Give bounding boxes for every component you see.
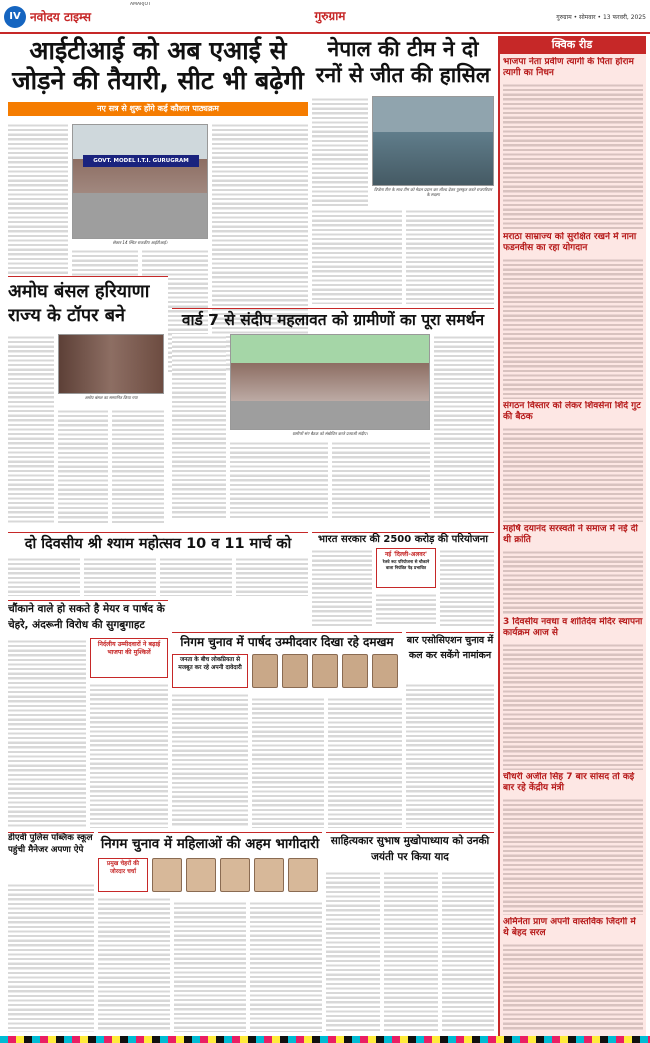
amogh-body-1 — [8, 334, 54, 524]
candidate-photo — [372, 654, 398, 688]
mayor-body-2 — [90, 682, 168, 828]
nepal-body-1 — [312, 96, 368, 206]
sidebar-item-body — [503, 426, 643, 522]
nigam-body-1 — [172, 692, 248, 828]
candidate-photo — [186, 858, 216, 892]
sidebar-item-body — [503, 797, 643, 915]
nigam-box — [172, 654, 248, 688]
amogh-body-3 — [112, 408, 164, 524]
sidebar-item-headline: संगठन विस्तार को लेकर शिवसेना शिंदे गुट की बैठक — [503, 401, 641, 422]
ward-photo — [230, 334, 430, 430]
sidebar-title-band — [498, 36, 646, 54]
mayor-headline: चौंकाने वाले हो सकते है मेयर व पार्षद के चेहरे, अंदरूनी विरोध की सुगबुगाहट — [8, 600, 168, 634]
ward-body-4 — [332, 440, 430, 520]
dateline: गुरुग्राम • सोमवार • 13 फरवरी, 2025 — [556, 14, 646, 21]
mayor-box — [90, 638, 168, 678]
dps-headline: डीएवी पुलिस पब्लिक स्कूल पहुंची मैनेजर अपणा ऐपे — [8, 832, 94, 878]
amogh-caption: अमोघ बंसल का सम्मानित किया गया — [84, 395, 138, 400]
dps-body — [8, 882, 94, 1032]
shyam-body-4 — [236, 556, 308, 596]
nepal-headline: नेपाल की टीम ने दो रनों से जीत की हासिल — [315, 37, 491, 87]
amogh-section — [8, 280, 168, 530]
candidate-photo — [288, 858, 318, 892]
sidebar-item-body — [503, 257, 643, 399]
sidebar-item-body — [503, 549, 643, 615]
candidate-photo — [342, 654, 368, 688]
women-headline: निगम चुनाव में महिलाओं की अहम भागीदारी — [98, 832, 322, 854]
ward-body-3 — [230, 440, 328, 520]
section-name: गुरुग्राम — [314, 9, 346, 23]
sidebar-item-headline: मराठा साम्राज्य को सुरक्षित रखने में नाना फडनवीस का रहा योगदान — [503, 232, 637, 253]
women-body-3 — [250, 900, 322, 1032]
lead-subhead: नए सत्र से शुरू होंगे कई कौशल पाठ्यक्रम — [97, 104, 219, 113]
amogh-headline: अमोघ बंसल हरियाणा राज्य के टॉपर बने — [8, 281, 150, 326]
paper-sub: AMARJOT — [130, 2, 151, 7]
candidate-photo — [282, 654, 308, 688]
sahitya-body-2 — [384, 870, 438, 1032]
nepal-body-3 — [406, 208, 494, 304]
ward-caption: ग्रामीणों संग बैठक को संबोधित करते प्रत्याशी संदीप। — [292, 431, 368, 436]
delhi-box — [376, 548, 436, 588]
iti-photo-caption: सेक्टर 14 स्थित राजकीय आईटीआई। — [112, 240, 168, 245]
ward-headline: वार्ड 7 से संदीप महलावत को ग्रामीणों का पूरा समर्थन — [172, 308, 494, 330]
women-faces — [152, 858, 322, 898]
iti-photo — [72, 124, 208, 239]
nepal-body-2 — [312, 208, 402, 304]
page-number: IV — [4, 6, 26, 28]
women-body-2 — [174, 900, 246, 1032]
sidebar-item-headline: 3 दिवसीय नवधा व शांतिदेव मंदिर स्थापना कार्यक्रम आज से — [503, 617, 643, 638]
sidebar-title: क्विक रीड — [551, 38, 593, 51]
nigam-body-2 — [252, 696, 324, 828]
sahitya-body-1 — [326, 870, 380, 1032]
project-headline: भारत सरकार की 2500 करोड़ की परियोजना — [312, 532, 494, 546]
women-body-1 — [98, 896, 170, 1032]
lead-subhead-band — [8, 102, 308, 116]
bar-body — [406, 682, 494, 828]
project-body-2 — [376, 592, 436, 626]
women-box-title: प्रमुख चेहरों की जोरदार चर्चा — [106, 861, 140, 875]
registration-strip — [0, 1036, 650, 1043]
shyam-body-1 — [8, 556, 80, 596]
iti-sign: GOVT. MODEL I.T.I. GURUGRAM — [83, 155, 199, 167]
nigam-body-3 — [328, 696, 402, 828]
nigam-headline: निगम चुनाव में पार्षद उम्मीदवार दिखा रहे दमखम — [172, 632, 402, 650]
candidate-photo — [312, 654, 338, 688]
delhi-title: नई 'दिल्ली-अलवर' — [384, 551, 428, 558]
shyam-headline: दो दिवसीय श्री श्याम महोत्सव 10 व 11 मार्च को — [8, 532, 308, 554]
mayor-box-title: निर्दलीय उम्मीदवारों ने बढ़ाई भाजपा की मुश्किलें — [97, 641, 161, 656]
ward-body-2 — [434, 334, 494, 520]
lead-headline: आईटीआई को अब एआई से जोड़ने की तैयारी, सीट भी बढ़ेगी — [12, 36, 304, 95]
delhi-sub: रेलवे रूट परियोजना से चौकाने वाला नियंत्रित पेड़ प्रभावित — [382, 559, 430, 570]
sidebar-item-headline: चौधरी अजीत सिंह 7 बार सांसद तो कई बार रहे केंद्रीय मंत्री — [503, 772, 635, 793]
bar-headline: बार एसोसिएशन चुनाव में कल कर सकेंगे नामांकन — [406, 632, 494, 678]
amogh-body-2 — [58, 408, 108, 524]
sidebar-item-body — [503, 82, 643, 230]
nigam-box-title: जनता के बीच लोकप्रियता से मजबूत कर रहे अपनी दावेदारी — [178, 657, 242, 671]
sahitya-body-3 — [442, 870, 494, 1032]
amogh-photo — [58, 334, 164, 394]
sidebar-item-headline: अमिनेता प्राण अपनी वास्तविक जिंदगी में थे बेहद सरल — [503, 917, 636, 938]
mayor-body-1 — [8, 638, 86, 828]
masthead — [0, 0, 650, 34]
candidate-photo — [252, 654, 278, 688]
sidebar-item-body — [503, 642, 643, 770]
candidate-photo — [220, 858, 250, 892]
candidate-photo — [152, 858, 182, 892]
lead-bottom-mask — [8, 276, 168, 280]
nigam-faces — [252, 654, 402, 694]
shyam-body-2 — [84, 556, 156, 596]
candidate-photo — [254, 858, 284, 892]
project-body-1 — [312, 548, 372, 626]
shyam-body-3 — [160, 556, 232, 596]
women-box — [98, 858, 148, 892]
nepal-caption: विजेता टीम के साथ टीम को मेडल प्रदान कर शील्ड देकर पुरस्कृत करते राजपरिवार के सदस्य — [373, 187, 493, 197]
paper-name: नवोदय टाइम्स — [30, 10, 92, 24]
sidebar-item-headline: महर्षि दयानंद सरस्वती ने समाज में नई दी थी क्रांति — [503, 524, 638, 545]
sahitya-headline: साहित्यकार सुभाष मुखोपाध्याय को उनकी जयंती पर किया याद — [326, 832, 494, 866]
sidebar-item-body — [503, 942, 643, 1030]
sidebar-item-headline: भाजपा नेता प्रवीण त्यागी के पिता होराम त्यागी का निधन — [503, 57, 634, 78]
nepal-photo — [372, 96, 494, 186]
ward-body-1 — [172, 334, 226, 520]
project-body-3 — [440, 548, 494, 626]
